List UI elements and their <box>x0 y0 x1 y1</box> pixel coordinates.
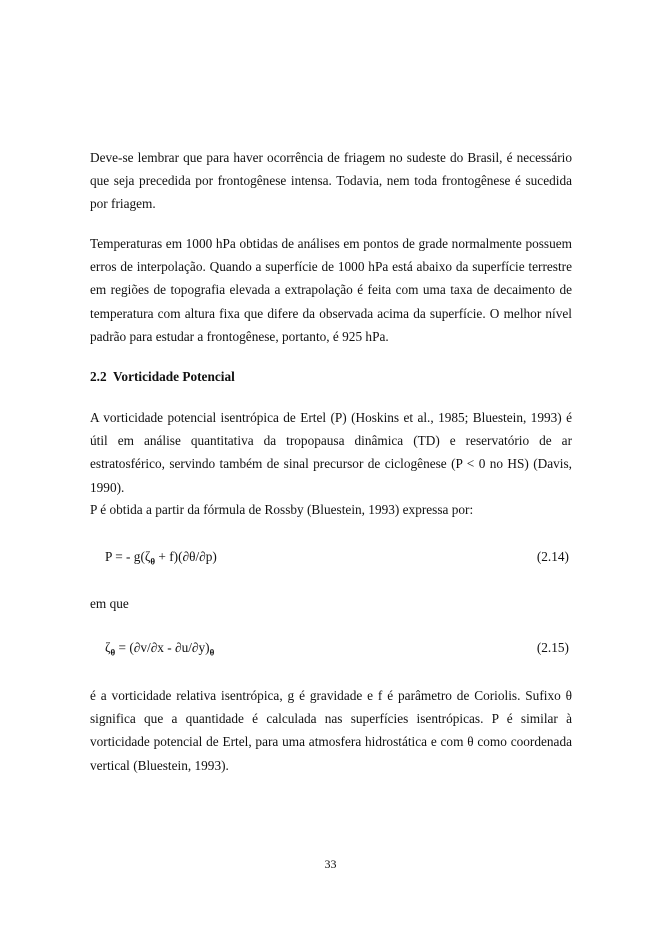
section-number: 2.2 <box>90 369 107 384</box>
paragraph-em-que: em que <box>90 596 129 611</box>
equation-number-2-14: (2.14) <box>536 549 569 564</box>
paragraph-friagem: Deve-se lembrar que para haver ocorrência de friagem no sudeste do Brasil, é necessário que seja precedida por frontogênese intensa. Todavia, nem toda frontogênese é sucedida por friagem. <box>90 150 572 212</box>
page-number: 33 <box>324 857 337 871</box>
equation-number-2-15: (2.15) <box>536 640 569 655</box>
section-heading <box>90 369 235 385</box>
paragraph-temperaturas: Temperaturas em 1000 hPa obtidas de análises em pontos de grade normalmente possuem erros de interpolação. Quando a superfície de 1000 hPa está abaixo da superfície terrestre em regiões de topografia elevada a extrapolação é feita com uma taxa de decaimento de temperatura com altura fixa que difere da observada acima da superfície. O melhor nível padrão para estudar a frontogênese, portanto, é 925 hPa. <box>90 236 572 344</box>
equation-2-15 <box>105 636 214 665</box>
equation-2-14-subscript: θ <box>150 556 156 567</box>
equation-2-15-lhs: ζ <box>105 640 111 655</box>
equation-2-14-lhs: P = - g(ζ <box>105 549 151 564</box>
paragraph-definicao: é a vorticidade relativa isentrópica, g é gravidade e f é parâmetro de Coriolis. Sufixo θ significa que a quantidade é calculada nas superfícies isentrópicas. P é similar à vorticidade potencial de Ertel, para uma atmosfera hidrostática e com θ como coordenada vertical (Bluestein, 1993). <box>90 688 572 773</box>
paragraph-vorticidade: A vorticidade potencial isentrópica de Ertel (P) (Hoskins et al., 1985; Bluestein, 1993) é útil em análise quantitativa da tropopausa dinâmica (TD) e reservatório de ar estratosférico, servindo também de sinal precursor de ciclogênese (P < 0 no HS) (Davis, 1990). <box>90 410 572 495</box>
equation-2-15-subscript-2: θ <box>209 647 215 658</box>
equation-2-14 <box>105 545 217 574</box>
paragraph-formula-intro: P é obtida a partir da fórmula de Rossby (Bluestein, 1993) expressa por: <box>90 502 474 517</box>
section-title: Vorticidade Potencial <box>113 369 235 384</box>
equation-2-14-rhs: + f)(∂θ/∂p) <box>155 549 217 564</box>
equation-2-15-mid: = (∂v/∂x - ∂u/∂y) <box>115 640 210 655</box>
equation-2-15-subscript-1: θ <box>110 647 116 658</box>
